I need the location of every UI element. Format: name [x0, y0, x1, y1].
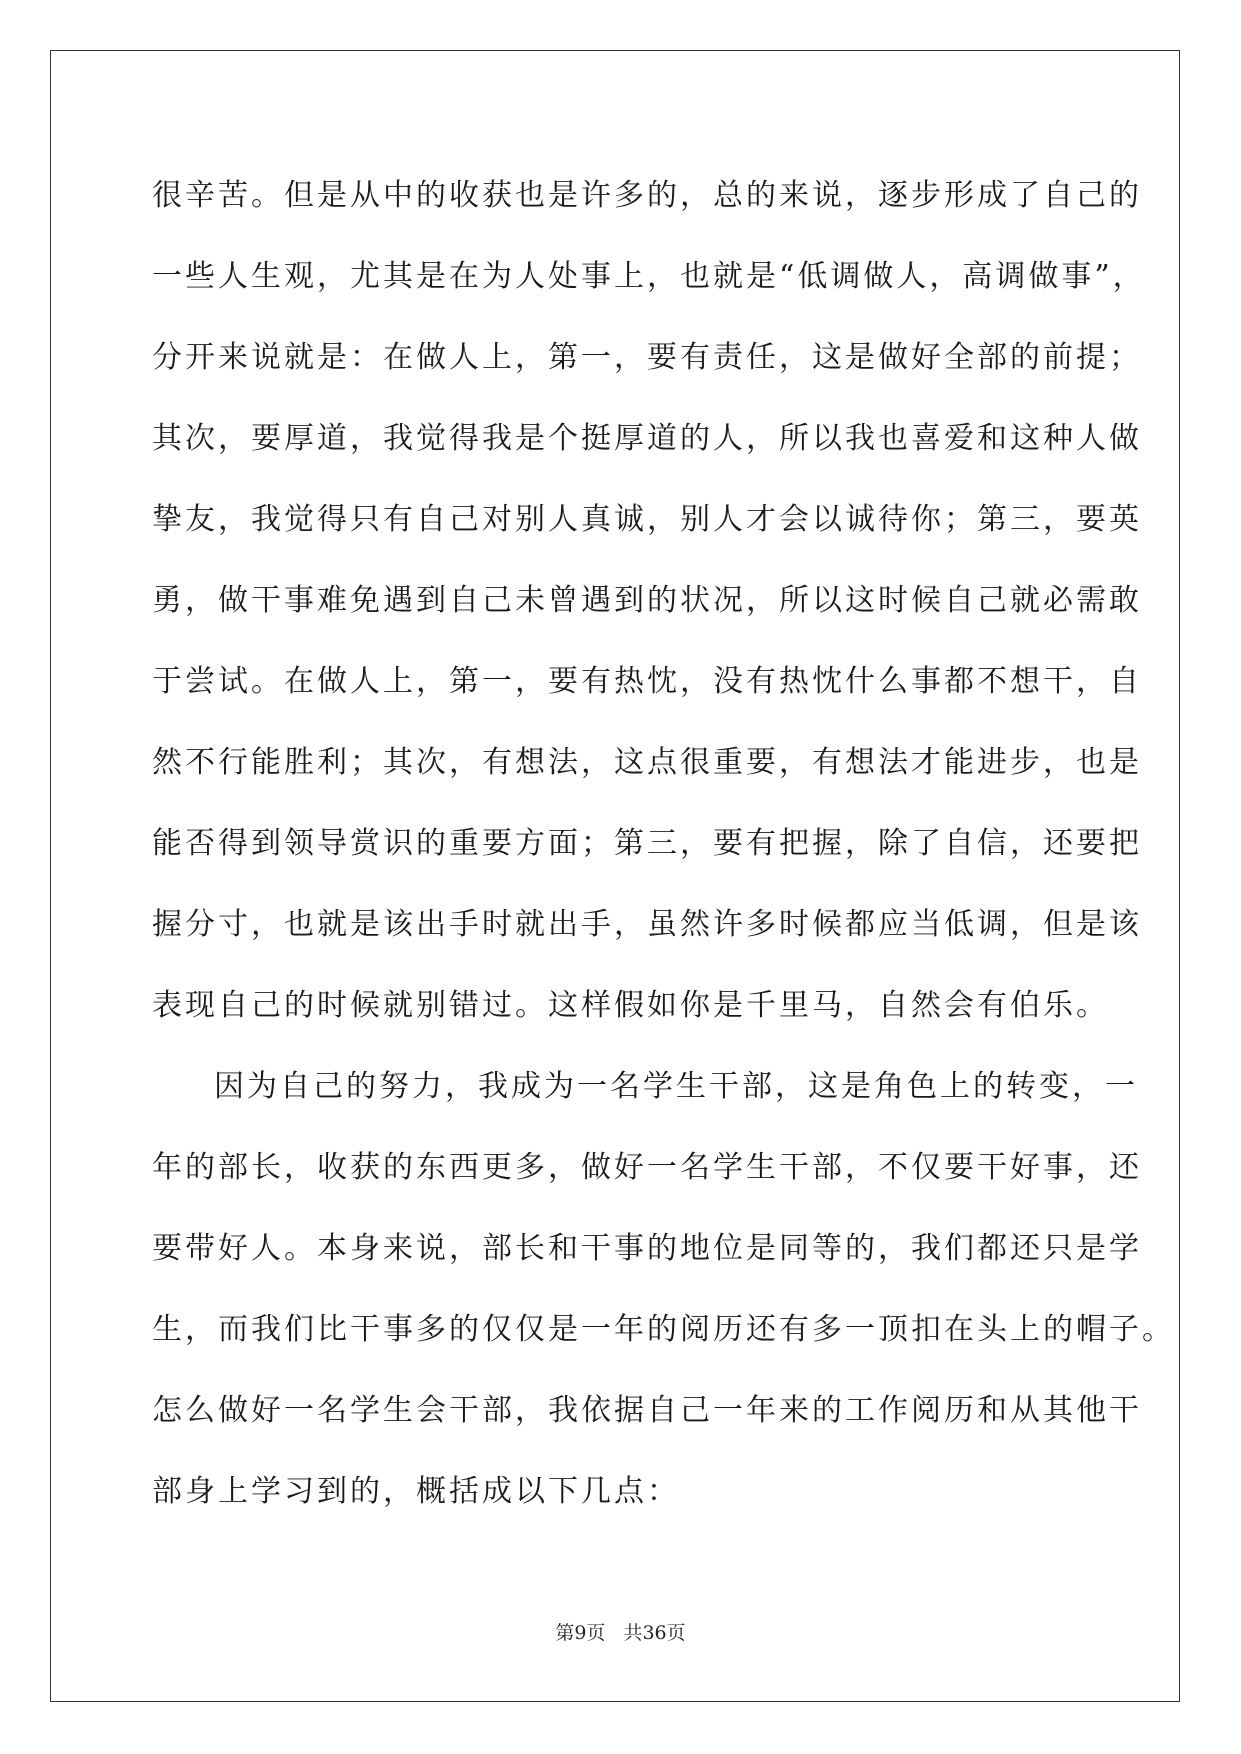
text-line: 分开来说就是：在做人上，第一，要有责任，这是做好全部的前提；: [152, 340, 1142, 375]
page-number: 第9页: [555, 1622, 606, 1644]
text-line: 因为自己的努力，我成为一名学生干部，这是角色上的转变，一: [214, 1069, 1138, 1104]
text-line: 挚友，我觉得只有自己对别人真诚，别人才会以诚待你；第三，要英: [152, 502, 1142, 537]
text-line: 怎么做好一名学生会干部，我依据自己一年来的工作阅历和从其他干: [152, 1393, 1142, 1428]
paragraph-1: [152, 155, 1146, 1046]
text-line: 部身上学习到的，概括成以下几点：: [152, 1474, 680, 1509]
text-line: 勇，做干事难免遇到自己未曾遇到的状况，所以这时候自己就必需敢: [152, 583, 1142, 618]
paragraph-2: [152, 1046, 1175, 1532]
text-line: 很辛苦。但是从中的收获也是许多的，总的来说，逐步形成了自己的: [152, 178, 1142, 213]
page-footer: [0, 1618, 1241, 1645]
text-line: 年的部长，收获的东西更多，做好一名学生干部，不仅要干好事，还: [152, 1150, 1142, 1185]
text-line: 其次，要厚道，我觉得我是个挺厚道的人，所以我也喜爱和这种人做: [152, 421, 1142, 456]
page-total: 共36页: [623, 1622, 686, 1644]
text-line: 然不行能胜利；其次，有想法，这点很重要，有想法才能进步，也是: [152, 745, 1142, 780]
document-body: [152, 155, 1175, 1532]
text-line: 于尝试。在做人上，第一，要有热忱，没有热忱什么事都不想干，自: [152, 664, 1142, 699]
text-line: 要带好人。本身来说，部长和干事的地位是同等的，我们都还只是学: [152, 1231, 1142, 1266]
text-line: 能否得到领导赏识的重要方面；第三，要有把握，除了自信，还要把: [152, 826, 1142, 861]
text-line: 生，而我们比干事多的仅仅是一年的阅历还有多一顶扣在头上的帽子。: [152, 1312, 1175, 1347]
text-line: 表现自己的时候就别错过。这样假如你是千里马，自然会有伯乐。: [152, 988, 1109, 1023]
text-line: 一些人生观，尤其是在为人处事上，也就是“低调做人，高调做事”，: [152, 259, 1146, 294]
text-line: 握分寸，也就是该出手时就出手，虽然许多时候都应当低调，但是该: [152, 907, 1142, 942]
